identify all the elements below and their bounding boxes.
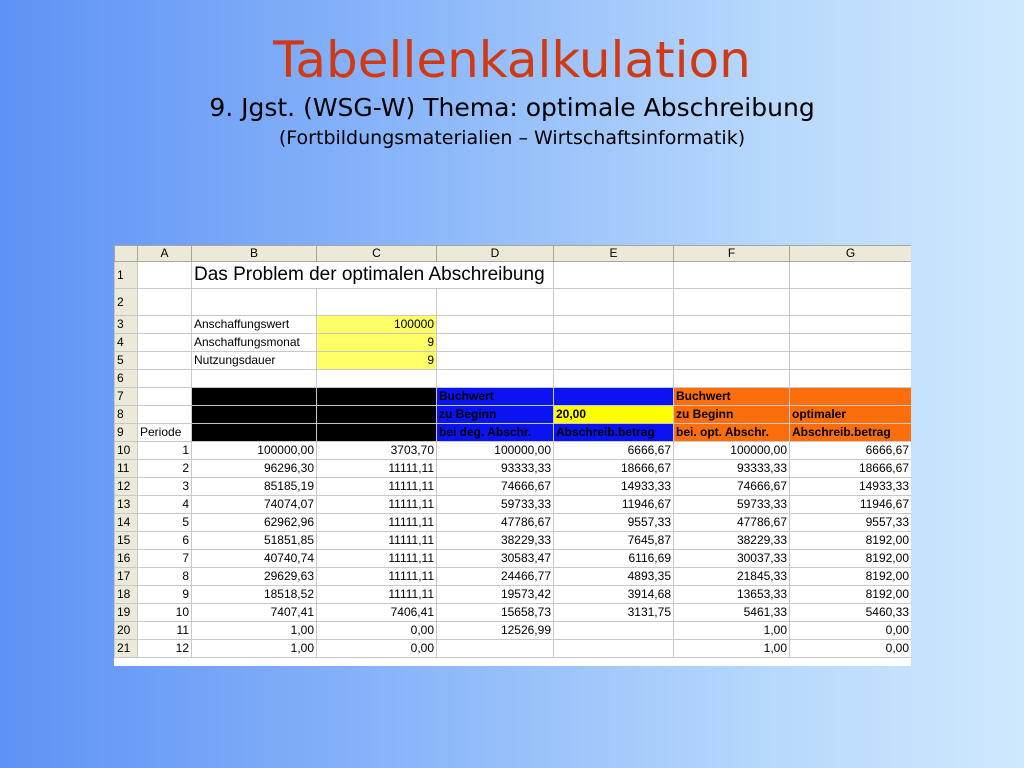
cell[interactable] bbox=[554, 334, 674, 352]
data-cell-e[interactable]: 3131,75 bbox=[554, 604, 674, 622]
cell[interactable] bbox=[138, 352, 192, 370]
data-cell-a[interactable]: 12 bbox=[138, 640, 192, 658]
table-row bbox=[115, 604, 912, 622]
input-value-cell[interactable]: 100000 bbox=[317, 316, 437, 334]
data-cell-c[interactable]: 11111,11 bbox=[317, 514, 437, 532]
row-header[interactable]: 19 bbox=[115, 604, 138, 622]
cell[interactable] bbox=[138, 289, 192, 316]
row-header[interactable]: 20 bbox=[115, 622, 138, 640]
data-cell-d[interactable]: 93333,33 bbox=[437, 460, 554, 478]
data-cell-c[interactable]: 11111,11 bbox=[317, 550, 437, 568]
row-header[interactable]: 11 bbox=[115, 460, 138, 478]
header-cell[interactable] bbox=[790, 388, 912, 406]
data-cell-b[interactable]: 40740,74 bbox=[192, 550, 317, 568]
header-cell[interactable]: Buchwert bbox=[437, 388, 554, 406]
data-cell-g[interactable]: 18666,67 bbox=[790, 460, 912, 478]
data-cell-e[interactable]: 18666,67 bbox=[554, 460, 674, 478]
cell[interactable] bbox=[790, 262, 912, 289]
sheet-row bbox=[115, 289, 912, 316]
header-cell[interactable]: Abschreib.betrag bbox=[317, 424, 437, 442]
column-header-a[interactable]: A bbox=[138, 246, 192, 262]
cell[interactable] bbox=[790, 352, 912, 370]
sheet-row bbox=[115, 370, 912, 388]
header-cell[interactable]: 11,11 bbox=[317, 406, 437, 424]
cell[interactable] bbox=[138, 388, 192, 406]
data-cell-b[interactable]: 74074,07 bbox=[192, 496, 317, 514]
cell[interactable] bbox=[554, 262, 674, 289]
row-header[interactable]: 18 bbox=[115, 586, 138, 604]
input-label-cell[interactable]: Nutzungsdauer bbox=[192, 352, 317, 370]
data-cell-e[interactable]: 11946,67 bbox=[554, 496, 674, 514]
data-cell-f[interactable]: 30037,33 bbox=[674, 550, 790, 568]
cell[interactable] bbox=[138, 334, 192, 352]
cell[interactable] bbox=[138, 370, 192, 388]
slide-subsubtitle: (Fortbildungsmaterialien – Wirtschaftsinformatik) bbox=[278, 127, 746, 149]
data-cell-b[interactable]: 1,00 bbox=[192, 640, 317, 658]
cell[interactable] bbox=[554, 316, 674, 334]
header-cell[interactable]: bei lin. Abschr. bbox=[192, 424, 317, 442]
header-cell[interactable] bbox=[554, 388, 674, 406]
sheet-row bbox=[115, 388, 912, 406]
column-header-e[interactable]: E bbox=[554, 246, 674, 262]
row-header[interactable]: 1 bbox=[115, 262, 138, 289]
cell[interactable] bbox=[674, 316, 790, 334]
data-cell-c[interactable]: 7406,41 bbox=[317, 604, 437, 622]
data-cell-d[interactable]: 74666,67 bbox=[437, 478, 554, 496]
data-cell-c[interactable]: 0,00 bbox=[317, 640, 437, 658]
cell[interactable] bbox=[674, 334, 790, 352]
header-cell[interactable]: bei deg. Abschr. bbox=[437, 424, 554, 442]
data-cell-f[interactable]: 59733,33 bbox=[674, 496, 790, 514]
header-cell[interactable]: optimaler bbox=[790, 406, 912, 424]
cell[interactable] bbox=[437, 370, 554, 388]
table-row bbox=[115, 640, 912, 658]
input-label-cell[interactable]: Anschaffungsmonat bbox=[192, 334, 317, 352]
cell[interactable] bbox=[317, 370, 437, 388]
header-cell[interactable]: Buchwert bbox=[674, 388, 790, 406]
sheet-row bbox=[115, 424, 912, 442]
header-cell[interactable]: Abschreib.betrag bbox=[554, 424, 674, 442]
degressive-rate-cell[interactable]: 20,00 bbox=[554, 406, 674, 424]
header-cell[interactable]: Linear in % bbox=[317, 388, 437, 406]
data-cell-e[interactable]: 4893,35 bbox=[554, 568, 674, 586]
data-cell-g[interactable]: 0,00 bbox=[790, 640, 912, 658]
data-cell-d[interactable]: 59733,33 bbox=[437, 496, 554, 514]
table-row bbox=[115, 442, 912, 460]
sheet-row bbox=[115, 352, 912, 370]
data-cell-f[interactable]: 93333,33 bbox=[674, 460, 790, 478]
data-rows bbox=[115, 442, 912, 658]
row-header[interactable]: 9 bbox=[115, 424, 138, 442]
data-cell-d[interactable]: 15658,73 bbox=[437, 604, 554, 622]
data-cell-a[interactable]: 2 bbox=[138, 460, 192, 478]
cell[interactable] bbox=[192, 289, 317, 316]
column-header-c[interactable]: C bbox=[317, 246, 437, 262]
spreadsheet-grid bbox=[114, 245, 911, 658]
cell[interactable] bbox=[138, 406, 192, 424]
select-all-corner[interactable] bbox=[115, 246, 138, 262]
table-row bbox=[115, 478, 912, 496]
data-cell-d[interactable]: 30583,47 bbox=[437, 550, 554, 568]
data-cell-b[interactable]: 1,00 bbox=[192, 622, 317, 640]
header-cell[interactable]: zu Beginn bbox=[674, 406, 790, 424]
data-cell-g[interactable]: 8192,00 bbox=[790, 550, 912, 568]
row-header[interactable]: 16 bbox=[115, 550, 138, 568]
table-row bbox=[115, 568, 912, 586]
row-header[interactable]: 7 bbox=[115, 388, 138, 406]
row-header[interactable]: 10 bbox=[115, 442, 138, 460]
data-cell-d[interactable] bbox=[437, 640, 554, 658]
header-cell[interactable]: zu Beginn bbox=[192, 406, 317, 424]
column-header-row bbox=[115, 246, 912, 262]
cell[interactable] bbox=[554, 289, 674, 316]
data-cell-e[interactable]: 14933,33 bbox=[554, 478, 674, 496]
slide-title: Tabellenkalkulation bbox=[273, 31, 751, 89]
data-cell-f[interactable]: 38229,33 bbox=[674, 532, 790, 550]
cell[interactable]: Periode bbox=[138, 424, 192, 442]
data-cell-f[interactable]: 74666,67 bbox=[674, 478, 790, 496]
table-row bbox=[115, 622, 912, 640]
cell[interactable] bbox=[554, 370, 674, 388]
row-header[interactable]: 21 bbox=[115, 640, 138, 658]
column-header-f[interactable]: F bbox=[674, 246, 790, 262]
data-cell-f[interactable]: 5461,33 bbox=[674, 604, 790, 622]
sheet-title-cell[interactable]: Das Problem der optimalen Abschreibung bbox=[192, 262, 554, 289]
data-cell-g[interactable]: 0,00 bbox=[790, 622, 912, 640]
data-cell-c[interactable]: 11111,11 bbox=[317, 568, 437, 586]
data-cell-g[interactable]: 8192,00 bbox=[790, 568, 912, 586]
data-cell-g[interactable]: 5460,33 bbox=[790, 604, 912, 622]
data-cell-f[interactable]: 21845,33 bbox=[674, 568, 790, 586]
data-cell-b[interactable]: 62962,96 bbox=[192, 514, 317, 532]
cell[interactable] bbox=[790, 370, 912, 388]
cell[interactable] bbox=[138, 262, 192, 289]
data-cell-d[interactable]: 38229,33 bbox=[437, 532, 554, 550]
cell[interactable] bbox=[554, 352, 674, 370]
cell[interactable] bbox=[674, 289, 790, 316]
row-header[interactable]: 12 bbox=[115, 478, 138, 496]
sheet-row bbox=[115, 334, 912, 352]
header-cell[interactable]: zu Beginn bbox=[437, 406, 554, 424]
cell[interactable] bbox=[674, 370, 790, 388]
row-header[interactable]: 13 bbox=[115, 496, 138, 514]
data-cell-a[interactable]: 9 bbox=[138, 586, 192, 604]
data-cell-d[interactable]: 47786,67 bbox=[437, 514, 554, 532]
data-cell-e[interactable] bbox=[554, 640, 674, 658]
data-cell-b[interactable]: 85185,19 bbox=[192, 478, 317, 496]
cell[interactable] bbox=[674, 262, 790, 289]
input-value-cell[interactable]: 9 bbox=[317, 352, 437, 370]
data-cell-c[interactable]: 11111,11 bbox=[317, 496, 437, 514]
row-header[interactable]: 17 bbox=[115, 568, 138, 586]
data-cell-a[interactable]: 3 bbox=[138, 478, 192, 496]
table-row bbox=[115, 460, 912, 478]
spreadsheet bbox=[114, 245, 911, 666]
data-cell-a[interactable]: 1 bbox=[138, 442, 192, 460]
cell[interactable] bbox=[192, 370, 317, 388]
data-cell-a[interactable]: 6 bbox=[138, 532, 192, 550]
cell[interactable] bbox=[437, 334, 554, 352]
header-cell[interactable]: Buchwert bbox=[192, 388, 317, 406]
data-cell-d[interactable]: 100000,00 bbox=[437, 442, 554, 460]
data-cell-g[interactable]: 8192,00 bbox=[790, 532, 912, 550]
sheet-row bbox=[115, 262, 912, 289]
data-cell-e[interactable]: 7645,87 bbox=[554, 532, 674, 550]
data-cell-f[interactable]: 13653,33 bbox=[674, 586, 790, 604]
header-cell[interactable]: Abschreib.betrag bbox=[790, 424, 912, 442]
cell[interactable] bbox=[674, 352, 790, 370]
row-header[interactable]: 5 bbox=[115, 352, 138, 370]
table-row bbox=[115, 550, 912, 568]
cell[interactable] bbox=[317, 289, 437, 316]
cell[interactable] bbox=[790, 316, 912, 334]
data-cell-e[interactable]: 3914,68 bbox=[554, 586, 674, 604]
data-cell-f[interactable]: 100000,00 bbox=[674, 442, 790, 460]
cell[interactable] bbox=[437, 316, 554, 334]
data-cell-f[interactable]: 47786,67 bbox=[674, 514, 790, 532]
table-row bbox=[115, 532, 912, 550]
header-cell[interactable]: bei. opt. Abschr. bbox=[674, 424, 790, 442]
data-cell-b[interactable]: 100000,00 bbox=[192, 442, 317, 460]
data-cell-d[interactable]: 12526,99 bbox=[437, 622, 554, 640]
data-cell-a[interactable]: 4 bbox=[138, 496, 192, 514]
data-cell-f[interactable]: 1,00 bbox=[674, 622, 790, 640]
cell[interactable] bbox=[790, 289, 912, 316]
table-row bbox=[115, 496, 912, 514]
data-cell-a[interactable]: 7 bbox=[138, 550, 192, 568]
data-cell-d[interactable]: 19573,42 bbox=[437, 586, 554, 604]
data-cell-d[interactable]: 24466,77 bbox=[437, 568, 554, 586]
data-cell-a[interactable]: 11 bbox=[138, 622, 192, 640]
input-label-cell[interactable]: Anschaffungswert bbox=[192, 316, 317, 334]
row-header[interactable]: 6 bbox=[115, 370, 138, 388]
row-header[interactable]: 8 bbox=[115, 406, 138, 424]
column-header-g[interactable]: G bbox=[790, 246, 912, 262]
data-cell-e[interactable]: 6116,69 bbox=[554, 550, 674, 568]
row-header[interactable]: 15 bbox=[115, 532, 138, 550]
cell[interactable] bbox=[437, 289, 554, 316]
data-cell-b[interactable]: 29629,63 bbox=[192, 568, 317, 586]
cell[interactable] bbox=[138, 316, 192, 334]
data-cell-b[interactable]: 51851,85 bbox=[192, 532, 317, 550]
cell[interactable] bbox=[437, 352, 554, 370]
data-cell-g[interactable]: 8192,00 bbox=[790, 586, 912, 604]
data-cell-c[interactable]: 11111,11 bbox=[317, 460, 437, 478]
data-cell-b[interactable]: 96296,30 bbox=[192, 460, 317, 478]
data-cell-g[interactable]: 11946,67 bbox=[790, 496, 912, 514]
column-header-b[interactable]: B bbox=[192, 246, 317, 262]
input-value-cell[interactable]: 9 bbox=[317, 334, 437, 352]
data-cell-c[interactable]: 11111,11 bbox=[317, 478, 437, 496]
column-header-d[interactable]: D bbox=[437, 246, 554, 262]
data-cell-g[interactable]: 9557,33 bbox=[790, 514, 912, 532]
slide-subtitle: 9. Jgst. (WSG-W) Thema: optimale Abschreibung bbox=[209, 93, 815, 122]
data-cell-b[interactable]: 18518,52 bbox=[192, 586, 317, 604]
data-cell-e[interactable]: 9557,33 bbox=[554, 514, 674, 532]
row-header[interactable]: 2 bbox=[115, 289, 138, 316]
data-cell-e[interactable] bbox=[554, 622, 674, 640]
data-cell-b[interactable]: 7407,41 bbox=[192, 604, 317, 622]
data-cell-e[interactable]: 6666,67 bbox=[554, 442, 674, 460]
data-cell-g[interactable]: 6666,67 bbox=[790, 442, 912, 460]
sheet-row bbox=[115, 316, 912, 334]
sheet-row bbox=[115, 406, 912, 424]
data-cell-a[interactable]: 8 bbox=[138, 568, 192, 586]
data-cell-c[interactable]: 11111,11 bbox=[317, 586, 437, 604]
table-row bbox=[115, 586, 912, 604]
row-header[interactable]: 4 bbox=[115, 334, 138, 352]
data-cell-c[interactable]: 3703,70 bbox=[317, 442, 437, 460]
row-header[interactable]: 3 bbox=[115, 316, 138, 334]
table-row bbox=[115, 514, 912, 532]
cell[interactable] bbox=[790, 334, 912, 352]
data-cell-f[interactable]: 1,00 bbox=[674, 640, 790, 658]
row-header[interactable]: 14 bbox=[115, 514, 138, 532]
data-cell-g[interactable]: 14933,33 bbox=[790, 478, 912, 496]
data-cell-a[interactable]: 5 bbox=[138, 514, 192, 532]
data-cell-c[interactable]: 11111,11 bbox=[317, 532, 437, 550]
data-cell-c[interactable]: 0,00 bbox=[317, 622, 437, 640]
data-cell-a[interactable]: 10 bbox=[138, 604, 192, 622]
